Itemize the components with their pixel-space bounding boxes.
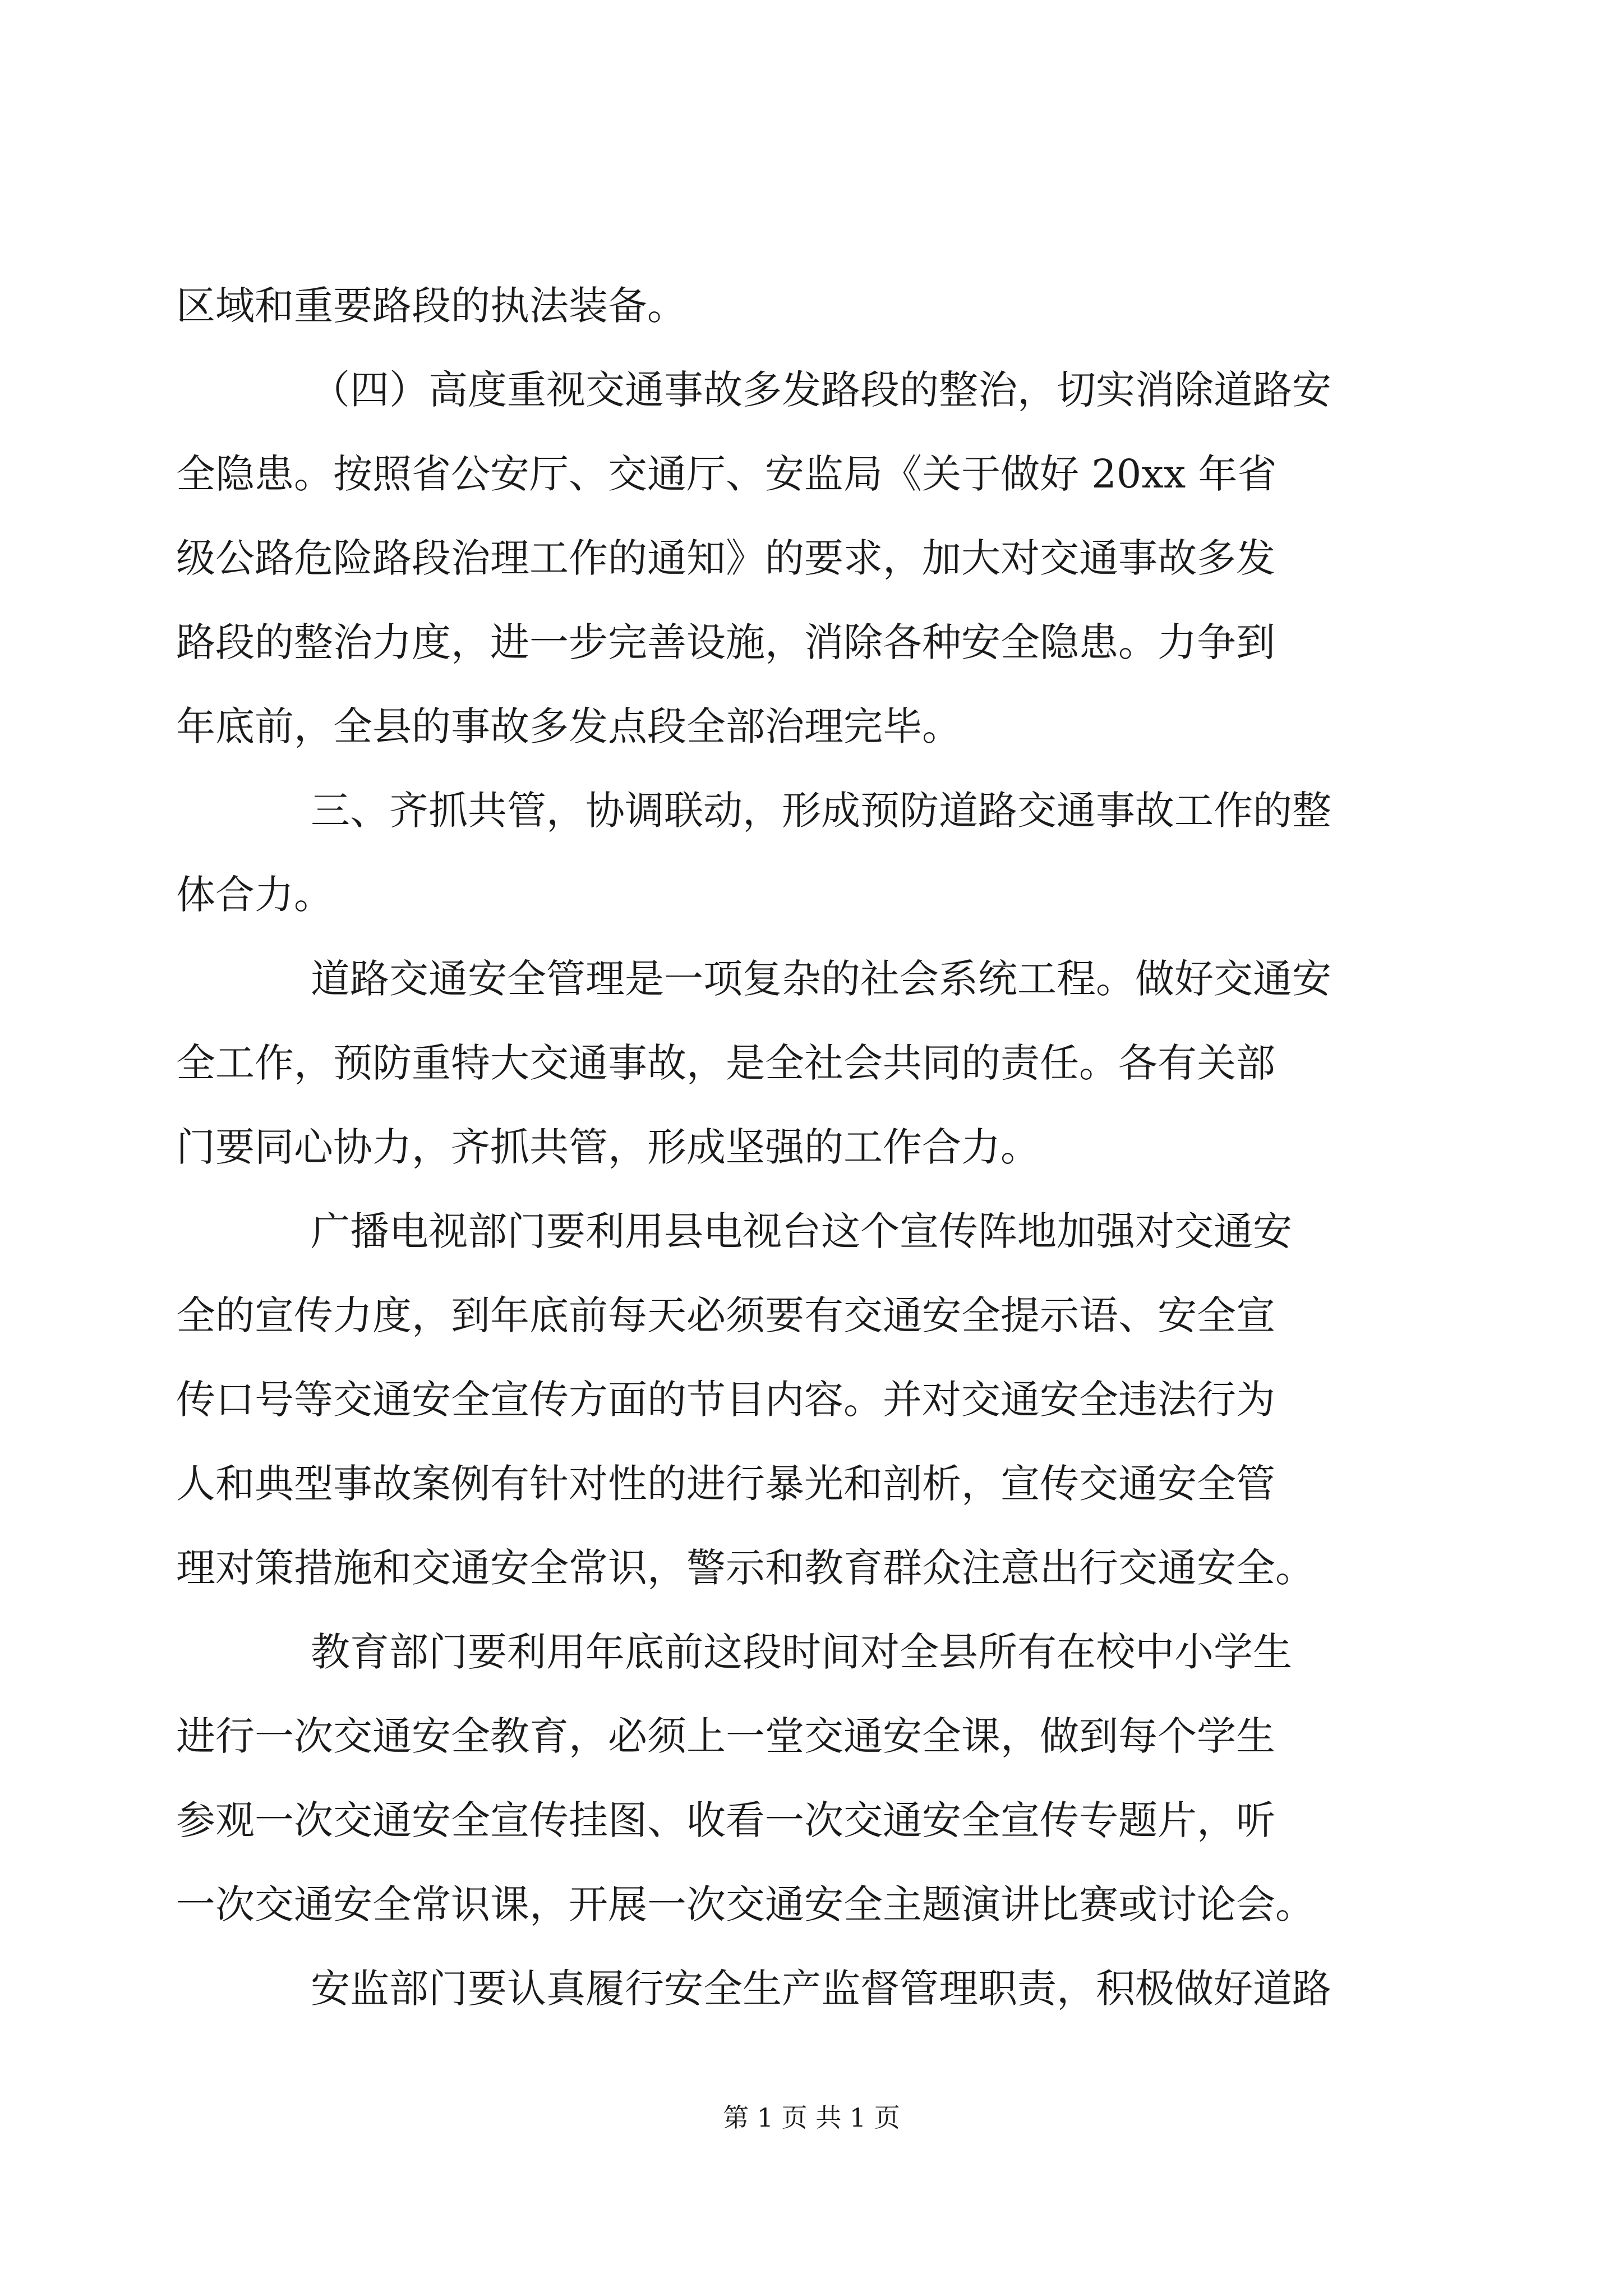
text-line: 级公路危险路段治理工作的通知》的要求，加大对交通事故多发 <box>176 535 1275 581</box>
text-line: 年底前，全县的事故多发点段全部治理完毕。 <box>176 703 961 749</box>
text-line: 进行一次交通安全教育，必须上一堂交通安全课，做到每个学生 <box>176 1713 1275 1759</box>
text-line: 门要同心协力，齐抓共管，形成坚强的工作合力。 <box>176 1124 1040 1170</box>
text-line: 区域和重要路段的执法装备。 <box>176 283 686 329</box>
paragraph <box>176 264 1417 348</box>
paragraph <box>176 769 1417 937</box>
paragraph <box>176 937 1417 1189</box>
text-line: 参观一次交通安全宣传挂图、收看一次交通安全宣传专题片，听 <box>176 1797 1275 1843</box>
text-line: 道路交通安全管理是一项复杂的社会系统工程。做好交通安 <box>311 956 1331 1002</box>
text-line: 全的宣传力度，到年底前每天必须要有交通安全提示语、安全宣 <box>176 1292 1275 1338</box>
text-line: 传口号等交通安全宣传方面的节目内容。并对交通安全违法行为 <box>176 1377 1275 1423</box>
text-line: 一次交通安全常识课，开展一次交通安全主题演讲比赛或讨论会。 <box>176 1881 1315 1927</box>
paragraph <box>176 1610 1417 1947</box>
text-line: 理对策措施和交通安全常识，警示和教育群众注意出行交通安全。 <box>176 1545 1315 1591</box>
text-line: 三、齐抓共管，协调联动，形成预防道路交通事故工作的整 <box>311 788 1331 834</box>
text-line: 路段的整治力度，进一步完善设施，消除各种安全隐患。力争到 <box>176 619 1275 665</box>
text-line: （四）高度重视交通事故多发路段的整治，切实消除道路安 <box>311 367 1331 413</box>
text-line: 全隐患。按照省公安厅、交通厅、安监局《关于做好 20xx 年省 <box>176 451 1277 497</box>
paragraph <box>176 348 1417 769</box>
text-line: 人和典型事故案例有针对性的进行暴光和剖析，宣传交通安全管 <box>176 1461 1275 1507</box>
document-body <box>176 264 1417 2031</box>
text-line: 全工作，预防重特大交通事故，是全社会共同的责任。各有关部 <box>176 1040 1275 1086</box>
paragraph <box>176 1947 1417 2031</box>
text-line: 体合力。 <box>176 872 333 918</box>
text-line: 教育部门要利用年底前这段时间对全县所有在校中小学生 <box>311 1629 1292 1675</box>
page-footer: 第 1 页 共 1 页 <box>723 2102 900 2133</box>
paragraph <box>176 1189 1417 1610</box>
text-line: 安监部门要认真履行安全生产监督管理职责，积极做好道路 <box>311 1966 1331 2012</box>
text-line: 广播电视部门要利用县电视台这个宣传阵地加强对交通安 <box>311 1208 1292 1254</box>
